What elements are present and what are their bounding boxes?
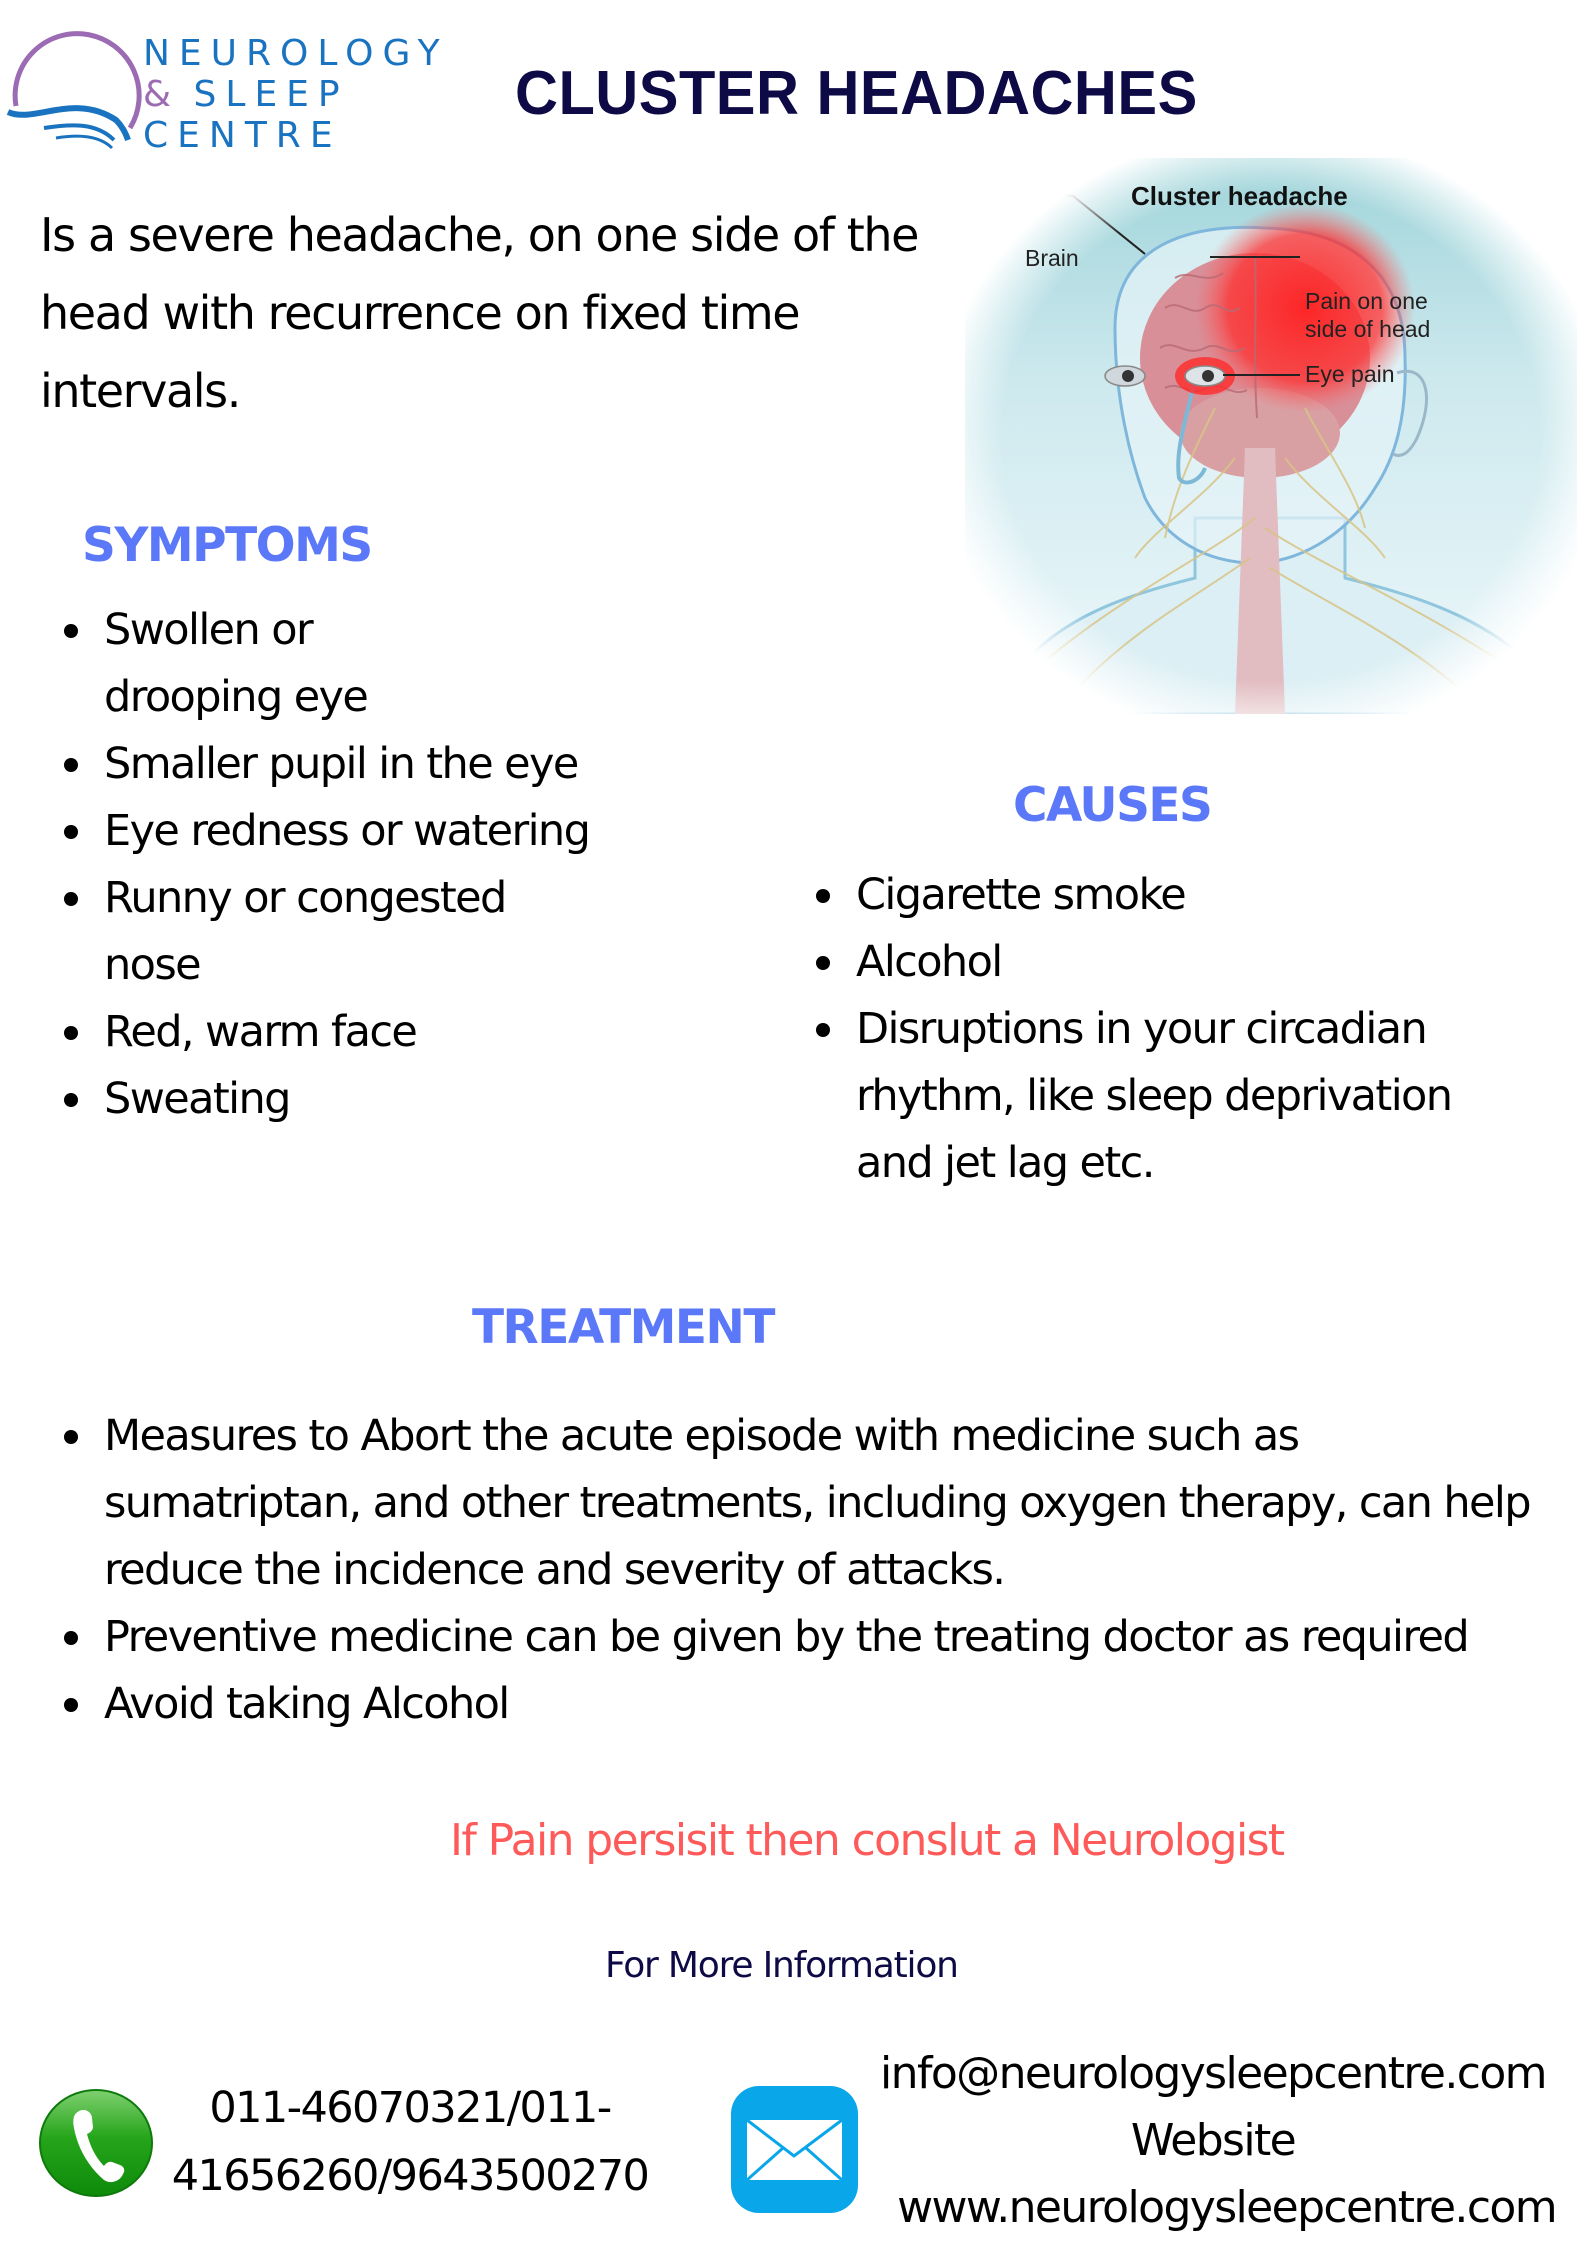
treatment-item: Avoid taking Alcohol bbox=[64, 1671, 1584, 1738]
treatment-list bbox=[64, 1403, 1584, 1738]
cause-item: Cigarette smoke bbox=[816, 862, 1576, 929]
consult-warning: If Pain persisit then conslut a Neurologist bbox=[450, 1815, 1284, 1866]
symptoms-list bbox=[64, 597, 624, 1133]
phone-icon bbox=[38, 2088, 154, 2198]
phone-numbers[interactable] bbox=[170, 2074, 650, 2210]
symptoms-heading: SYMPTOMS bbox=[82, 518, 372, 573]
symptom-item: Eye redness or watering bbox=[64, 798, 624, 865]
email-link[interactable]: info@neurologysleepcentre.com bbox=[880, 2048, 1546, 2099]
more-info-label: For More Information bbox=[605, 1945, 958, 1986]
label-pain-1: Pain on one bbox=[1305, 288, 1428, 314]
mail-icon bbox=[731, 2086, 858, 2213]
logo-line-sleep: SLEEP bbox=[193, 74, 349, 115]
symptom-item: Red, warm face bbox=[64, 999, 624, 1066]
website-label: Website bbox=[1130, 2115, 1296, 2166]
symptom-item: Runny or congested nose bbox=[64, 865, 544, 999]
causes-list bbox=[816, 862, 1576, 1197]
logo-line-neurology: NEUROLOGY bbox=[143, 33, 449, 74]
causes-heading: CAUSES bbox=[1013, 778, 1212, 833]
logo-line-centre: CENTRE bbox=[143, 115, 342, 156]
illustration-title: Cluster headache bbox=[1131, 181, 1348, 211]
label-pain-2: side of head bbox=[1305, 316, 1431, 342]
phone-line-1[interactable]: 011-46070321/011- bbox=[209, 2083, 611, 2133]
symptom-item: Sweating bbox=[64, 1066, 624, 1133]
head-anatomy-illustration bbox=[965, 158, 1577, 714]
treatment-item: Measures to Abort the acute episode with medicine such as sumatriptan, and other treatments, including oxygen therapy, can help reduce the incidence and severity of attacks. bbox=[64, 1403, 1564, 1604]
phone-line-2[interactable]: 41656260/9643500270 bbox=[171, 2151, 649, 2201]
symptom-item: Swollen or drooping eye bbox=[64, 597, 404, 731]
treatment-item: Preventive medicine can be given by the treating doctor as required bbox=[64, 1604, 1584, 1671]
label-eye-pain: Eye pain bbox=[1305, 361, 1395, 387]
logo-mark-icon bbox=[4, 28, 144, 153]
page-title: CLUSTER HEADACHES bbox=[515, 59, 1198, 128]
clinic-logo bbox=[0, 20, 460, 160]
symptom-item: Smaller pupil in the eye bbox=[64, 731, 624, 798]
intro-text: Is a severe headache, on one side of the head with recurrence on fixed time intervals. bbox=[40, 208, 919, 418]
cause-item: Alcohol bbox=[816, 929, 1576, 996]
logo-wordmark bbox=[143, 34, 449, 157]
logo-ampersand: & bbox=[143, 74, 174, 115]
contact-details bbox=[868, 2040, 1558, 2241]
label-brain: Brain bbox=[1025, 245, 1079, 271]
cluster-headache-illustration bbox=[965, 158, 1577, 714]
treatment-heading: TREATMENT bbox=[472, 1300, 774, 1355]
cause-item: Disruptions in your circadian rhythm, like sleep deprivation and jet lag etc. bbox=[816, 996, 1496, 1197]
website-link[interactable]: www.neurologysleepcentre.com bbox=[897, 2182, 1556, 2233]
